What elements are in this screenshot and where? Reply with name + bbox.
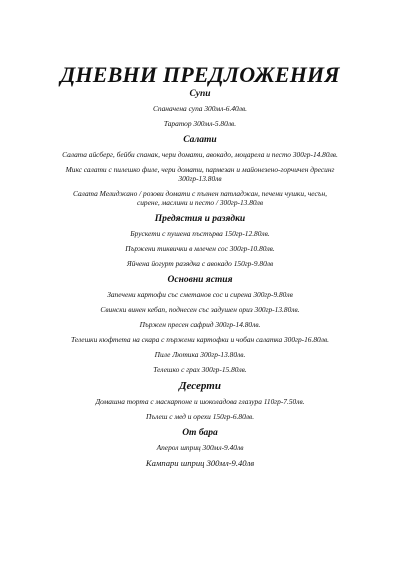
menu-item: 300гр-13.80лв bbox=[178, 174, 222, 183]
menu-item: Спаначена супа 300мл-6.40лв. bbox=[152, 104, 248, 113]
menu-item: Яйчена йогурт разядка с авокадо 150гр-9.80лв bbox=[126, 259, 274, 268]
menu-item: Домашна торта с маскарпоне и шоколадова глазура 110гр-7.50лв. bbox=[95, 397, 305, 406]
section-heading: От бара bbox=[182, 428, 218, 438]
section-soups bbox=[20, 88, 380, 128]
menu-item: Кампари шприц 300мл-9.40лв bbox=[145, 458, 255, 468]
menu-item: Пържени тиквички в млечен сос 300гр-10.80лв. bbox=[125, 244, 275, 253]
section-bar bbox=[20, 427, 380, 469]
menu-item: сирене, маслини и песто / 300гр-13.80лв bbox=[136, 198, 264, 207]
menu-item: Микс салати с пилешко филе, чери домати, пармезан и майонезено-горчичен дресинг bbox=[65, 165, 335, 174]
section-heading: Салати bbox=[183, 135, 217, 145]
menu-item: Таратор 300мл-5.80лв. bbox=[163, 119, 237, 128]
section-salads bbox=[20, 134, 380, 207]
menu-item: Телешки кюфтета на скара с пържени картофки и чобан салатка 300гр-16.80лв. bbox=[70, 335, 330, 344]
menu-item: Аперол шприц 300мл-9.40лв bbox=[156, 443, 244, 452]
menu-item: Пиле Лютика 300гр-13.80лв. bbox=[154, 350, 246, 359]
section-main-courses bbox=[20, 274, 380, 374]
page-title: ДНЕВНИ ПРЕДЛОЖЕНИЯ bbox=[60, 62, 340, 87]
menu-item: Телешко с грах 300гр-15.80лв. bbox=[153, 365, 247, 374]
section-heading: Предястия и разядки bbox=[154, 214, 246, 224]
menu-item: Пържен пресен сафрид 300гр-14.80лв. bbox=[139, 320, 261, 329]
section-desserts bbox=[20, 380, 380, 421]
menu-item: Пълеш с мед и орехи 150гр-6.80лв. bbox=[145, 412, 255, 421]
menu-item: Салата айсберг, бейби спанак, чери домати, авокадо, моцарела и песто 300гр-14.80лв. bbox=[62, 150, 338, 159]
section-heading: Основни ястия bbox=[167, 275, 233, 285]
menu-item: Брускети с пушена пъстърва 150гр-12.80лв. bbox=[130, 229, 270, 238]
menu-item: Запечени картофи със сметанов сос и сирена 300гр-9.80лв bbox=[107, 290, 293, 299]
menu-item: Салата Мелиджано / розови домати с пълнен патладжан, печени чушки, чесън, bbox=[72, 189, 328, 198]
section-heading: Супи bbox=[189, 89, 211, 99]
section-appetizers bbox=[20, 213, 380, 268]
menu-content bbox=[20, 88, 380, 469]
menu-item: Свински винен кебап, поднесен със задушен ориз 300гр-13.80лв. bbox=[100, 305, 300, 314]
section-heading: Десерти bbox=[179, 380, 221, 392]
